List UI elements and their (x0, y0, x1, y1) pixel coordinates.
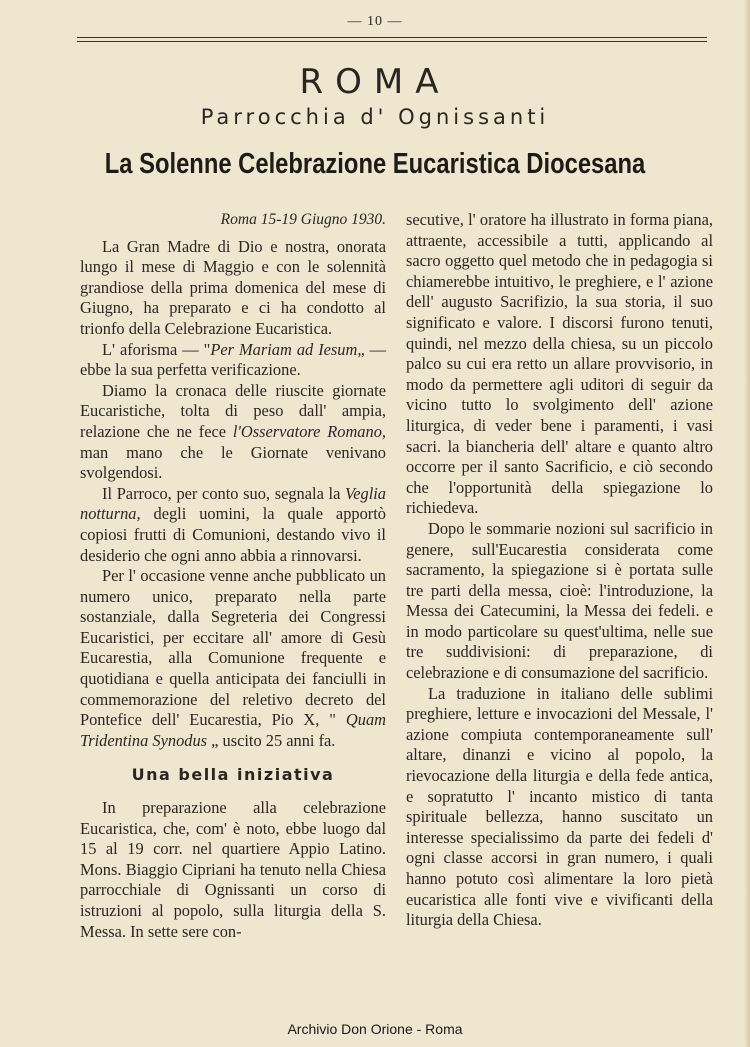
header-rule-second (77, 41, 707, 42)
dateline: Roma 15-19 Giugno 1930. (220, 211, 386, 228)
archive-footer: Archivio Don Orione - Roma (287, 1021, 463, 1037)
parish-title: Parrocchia d' Ognissanti (200, 105, 550, 129)
city-title: ROMA (299, 62, 451, 102)
right-column (406, 210, 713, 931)
paragraph: Per l' occasione venne anche pubblicato un numero unico, preparato nella parte sostanziale, dalla Segreteria dei Congressi Eucaristici, per eccitare all' amore di Gesù Eucarestia, alla Comunione frequente e quotidiana e quella anticipata dei fanciulli in commemorazione del reletivo decreto del Pontefice dell' Eucarestia, Pio X, " Quam Tridentina Synodus „ uscito 25 anni fa. (80, 566, 386, 750)
paragraph: secutive, l' oratore ha illustrato in forma piana, attraente, accessibile a tutti, applicando al sacro oggetto quel metodo che in pedagogia si chiamerebbe intuitivo, le preghiere, e l' azione dell' augusto Sacrifizio, la sua storia, il suo significato e valore. I discorsi furono tenuti, quindi, nel mezzo della chiesa, su un piccolo palco su cui era retto un allare provvisorio, in modo da permettere agli uditori di seguir da vicino tutto lo svolgimento dell' azione liturgica, di veder bene i paramenti, i vasi sacri. la biancheria dell' altare e quanto altro occorre per il santo Sacrificio, e ciò secondo che l'opportunità della spiegazione lo richiedeva. (406, 210, 713, 518)
paragraph: L' aforisma — "Per Mariam ad Iesum„ — ebbe la sua perfetta verificazione. (80, 339, 386, 380)
article-headline: La Solenne Celebrazione Eucaristica Diocesana (104, 148, 646, 180)
left-column (80, 210, 386, 942)
page-number: — 10 — (347, 14, 403, 29)
paragraph: Dopo le sommarie nozioni sul sacrificio in genere, sull'Eucarestia considerata come sacramento, la spiegazione si è portata sulle tre parti della messa, cioè: l'introduzione, la Messa dei Catecumini, la Messa dei fedeli. e in modo particolare su quest'ultima, nelle sue tre suddivisioni: di preparazione, di celebrazione e di consumazione del sacrificio. (406, 518, 713, 683)
paragraph: La Gran Madre di Dio e nostra, onorata lungo il mese di Maggio e con le solennità grandiose della prima domenica del mese di Giugno, ha preparato e ci ha condotto al trionfo della Celebrazione Eucaristica. (80, 236, 386, 338)
paragraph: La traduzione in italiano delle sublimi preghiere, letture e invocazioni del Messale, l' azione compiuta contemporaneamente sull' altare, dinanzi e vicino al popolo, la rievocazione della liturgia e della fede antica, e sopratutto l' incanto mistico di tanta spirituale bellezza, hanno suscitato un interesse specialissimo da parte dei fedeli d' ogni classe accorsi in gran numero, i quali hanno potuto così alimentare la loro pietà eucaristica alle fonti vive e vivificanti della liturgia della Chiesa. (406, 683, 713, 930)
header-rule (77, 37, 707, 38)
paragraph: Diamo la cronaca delle riuscite giornate Eucaristiche, tolta di peso dall' ampia, relazione che ne fece l'Osservatore Romano, man mano che le Giornate venivano svolgendosi. (80, 380, 386, 483)
section-subheading: Una bella iniziativa (131, 765, 335, 785)
paragraph: Il Parroco, per conto suo, segnala la Veglia notturna, degli uomini, la quale apportò copiosi frutti di Comunioni, destando vivo il desiderio che ogni anno abbia a rinnovarsi. (80, 483, 386, 565)
page-edge (744, 0, 750, 1047)
paragraph: In preparazione alla celebrazione Eucaristica, che, com' è noto, ebbe luogo dal 15 al 19 corr. nel quartiere Appio Latino. Mons. Biaggio Cipriani ha tenuto nella Chiesa parrocchiale di Ognissanti un corso di istruzioni al popolo, sulla liturgia della S. Messa. In sette sere con- (80, 798, 386, 941)
